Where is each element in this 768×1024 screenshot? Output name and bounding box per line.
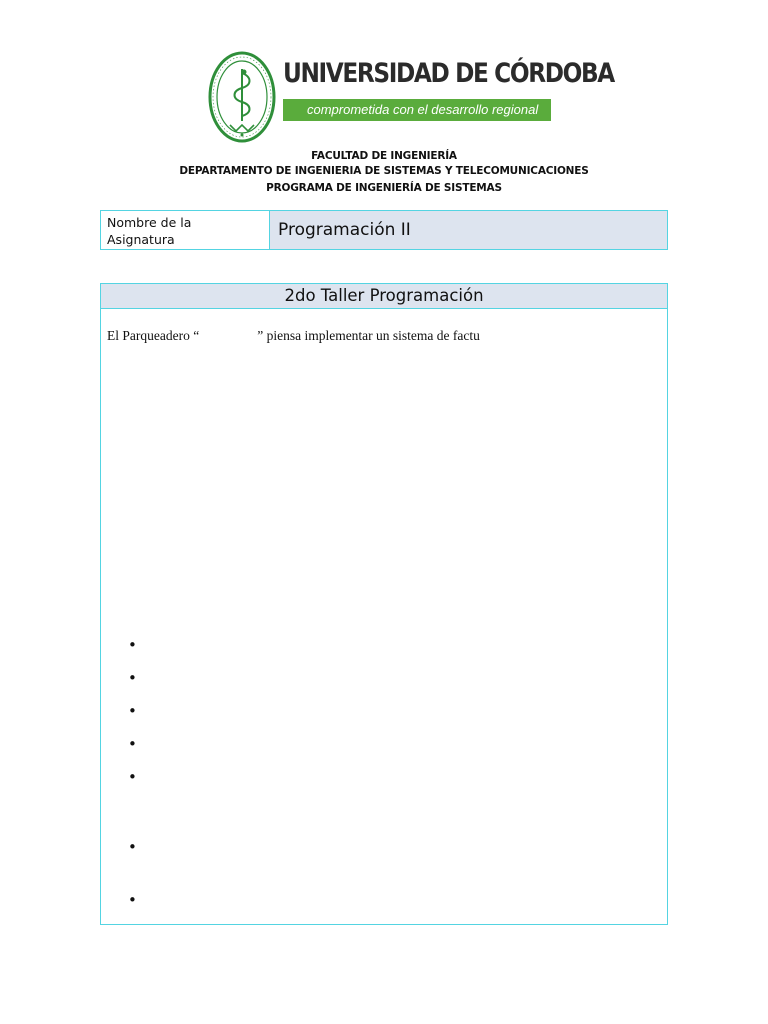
bullet-item: •	[128, 702, 137, 720]
bullet-item: •	[128, 636, 137, 654]
university-name: UNIVERSIDAD DE CÓRDOBA	[283, 58, 614, 89]
intro-text-part2: ” piensa implementar un sistema de factu	[257, 328, 480, 343]
intro-text-part1: El Parqueadero “	[107, 328, 200, 343]
university-slogan: comprometida con el desarrollo regional	[307, 102, 539, 117]
bullet-item: •	[128, 768, 137, 786]
subject-name: Programación II	[270, 211, 667, 249]
university-seal-icon	[208, 51, 276, 143]
workshop-box	[100, 283, 668, 925]
workshop-intro-text	[107, 328, 480, 344]
faculty-heading: FACULTAD DE INGENIERÍA	[311, 150, 457, 162]
slogan-bar	[283, 99, 551, 121]
bullet-item: •	[128, 669, 137, 687]
program-heading: PROGRAMA DE INGENIERÍA DE SISTEMAS	[266, 182, 502, 194]
university-logo	[208, 48, 614, 144]
department-heading: DEPARTAMENTO DE INGENIERIA DE SISTEMAS Y TELECOMUNICACIONES	[179, 165, 589, 177]
subject-table	[100, 210, 668, 250]
subject-label: Nombre de la Asignatura	[101, 211, 270, 249]
workshop-title: 2do Taller Programación	[101, 284, 667, 309]
bullet-item: •	[128, 891, 137, 909]
bullet-item: •	[128, 838, 137, 856]
bullet-item: •	[128, 735, 137, 753]
